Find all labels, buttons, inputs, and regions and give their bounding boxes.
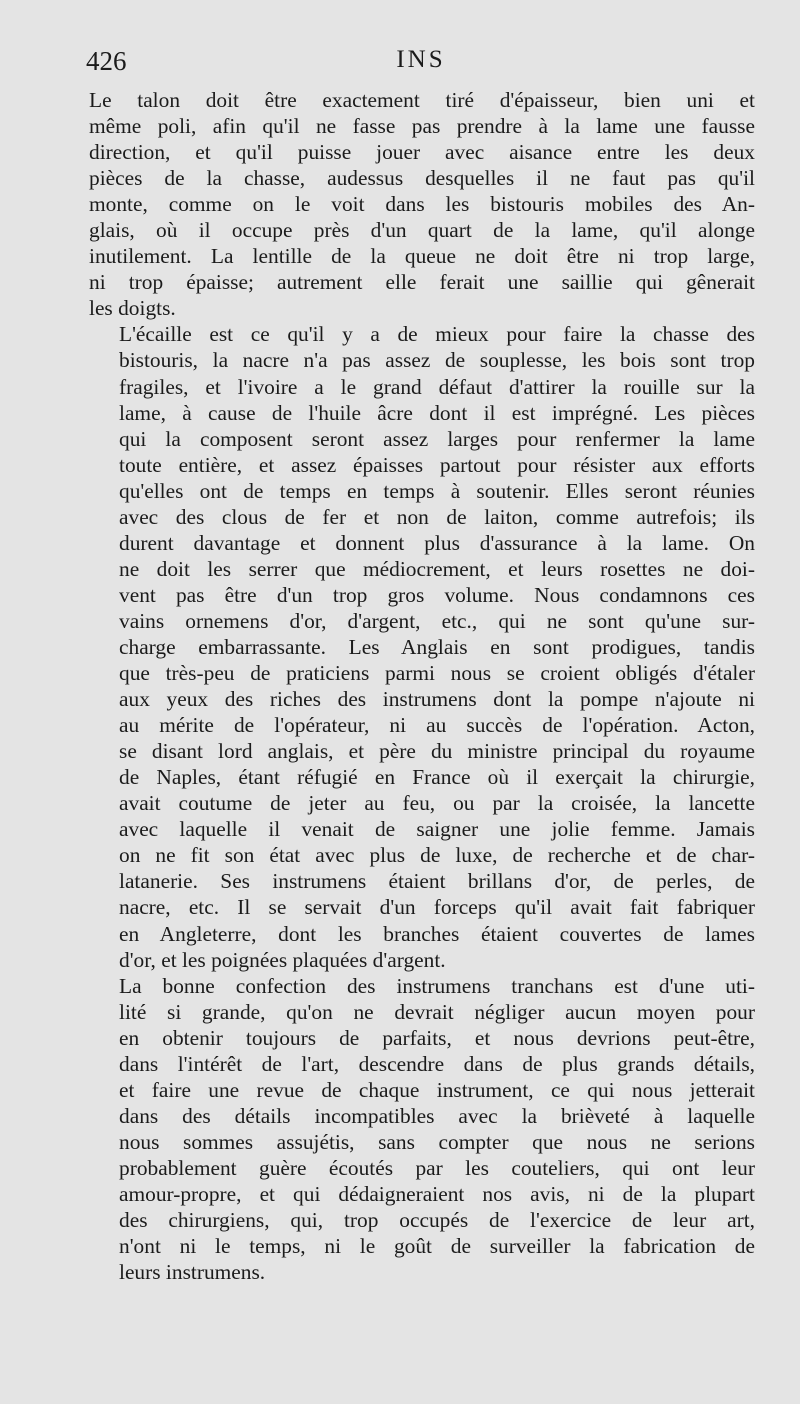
text-line: monte, comme on le voit dans les bistouris mobiles des An- <box>89 192 755 217</box>
text-line: en obtenir toujours de parfaits, et nous devrions peut-être, <box>119 1025 755 1050</box>
text-line: en Angleterre, dont les branches étaient couvertes de lames <box>119 921 755 946</box>
text-line: vains ornemens d'or, d'argent, etc., qui ne sont qu'une sur- <box>119 608 755 633</box>
text-line: pièces de la chasse, audessus desquelles il ne faut pas qu'il <box>89 166 755 191</box>
text-line: même poli, afin qu'il ne fasse pas prendre à la lame une fausse <box>89 114 755 139</box>
text-line: nous sommes assujétis, sans compter que nous ne serions <box>119 1129 755 1154</box>
text-line: ni trop épaisse; autrement elle ferait une saillie qui gênerait <box>89 270 755 295</box>
text-line: avec des clous de fer et non de laiton, comme autrefois; ils <box>119 504 755 529</box>
text-line: n'ont ni le temps, ni le goût de surveiller la fabrication de <box>119 1234 755 1259</box>
text-line: ne doit les serrer que médiocrement, et leurs rosettes ne doi- <box>119 556 755 581</box>
text-line: qui la composent seront assez larges pour renfermer la lame <box>119 426 755 451</box>
text-line: vent pas être d'un trop gros volume. Nous condamnons ces <box>119 582 755 607</box>
text-line: Le talon doit être exactement tiré d'épaisseur, bien uni et <box>89 88 755 112</box>
text-line: de Naples, étant réfugié en France où il exerçait la chirurgie, <box>119 765 755 790</box>
text-line: inutilement. La lentille de la queue ne doit être ni trop large, <box>89 244 755 269</box>
text-line: nacre, etc. Il se servait d'un forceps qu'il avait fait fabriquer <box>119 895 755 920</box>
running-head: INS <box>396 46 446 73</box>
text-line: dans des détails incompatibles avec la brièveté à laquelle <box>119 1103 755 1128</box>
text-line: lame, à cause de l'huile âcre dont il est imprégné. Les pièces <box>119 400 755 425</box>
text-line: avec laquelle il venait de saigner une jolie femme. Jamais <box>119 817 755 842</box>
text-line: glais, où il occupe près d'un quart de la lame, qu'il alonge <box>89 218 755 243</box>
text-line: latanerie. Ses instrumens étaient brillans d'or, de perles, de <box>119 869 755 894</box>
page-number: 426 <box>86 46 127 76</box>
text-line: probablement guère écoutés par les couteliers, qui ont leur <box>119 1155 755 1180</box>
text-line: bistouris, la nacre n'a pas assez de souplesse, les bois sont trop <box>119 348 755 373</box>
paragraph <box>89 87 755 321</box>
text-line: fragiles, et l'ivoire a le grand défaut d'attirer la rouille sur la <box>119 374 755 399</box>
page-header <box>86 46 756 86</box>
text-line: avait coutume de jeter au feu, ou par la croisée, la lancette <box>119 791 755 816</box>
text-line: au mérite de l'opérateur, ni au succès de l'opération. Acton, <box>119 713 755 738</box>
body-text <box>89 87 755 1285</box>
text-line: charge embarrassante. Les Anglais en sont prodigues, tandis <box>119 634 755 659</box>
text-line: d'or, et les poignées plaquées d'argent. <box>119 947 446 972</box>
text-line: que très-peu de praticiens parmi nous se croient obligés d'étaler <box>119 661 755 686</box>
text-line: amour-propre, et qui dédaigneraient nos avis, ni de la plupart <box>119 1181 755 1206</box>
text-line: L'écaille est ce qu'il y a de mieux pour faire la chasse des <box>119 322 755 347</box>
text-line: des chirurgiens, qui, trop occupés de l'exercice de leur art, <box>119 1208 755 1233</box>
text-line: durent davantage et donnent plus d'assurance à la lame. On <box>119 530 755 555</box>
text-line: qu'elles ont de temps en temps à soutenir. Elles seront réunies <box>119 478 755 503</box>
text-line: les doigts. <box>89 296 176 321</box>
paragraph <box>89 973 755 1286</box>
text-line: La bonne confection des instrumens tranchans est d'une uti- <box>119 973 755 998</box>
text-line: on ne fit son état avec plus de luxe, de recherche et de char- <box>119 843 755 868</box>
text-line: et faire une revue de chaque instrument, ce qui nous jetterait <box>119 1077 755 1102</box>
text-line: direction, et qu'il puisse jouer avec aisance entre les deux <box>89 140 755 165</box>
text-line: dans l'intérêt de l'art, descendre dans de plus grands détails, <box>119 1051 755 1076</box>
text-line: se disant lord anglais, et père du ministre principal du royaume <box>119 739 755 764</box>
paragraph <box>89 321 755 972</box>
text-line: lité si grande, qu'on ne devrait négliger aucun moyen pour <box>119 999 755 1024</box>
text-line: leurs instrumens. <box>119 1260 266 1285</box>
text-line: toute entière, et assez épaisses partout pour résister aux efforts <box>119 452 755 477</box>
text-line: aux yeux des riches des instrumens dont la pompe n'ajoute ni <box>119 687 755 712</box>
